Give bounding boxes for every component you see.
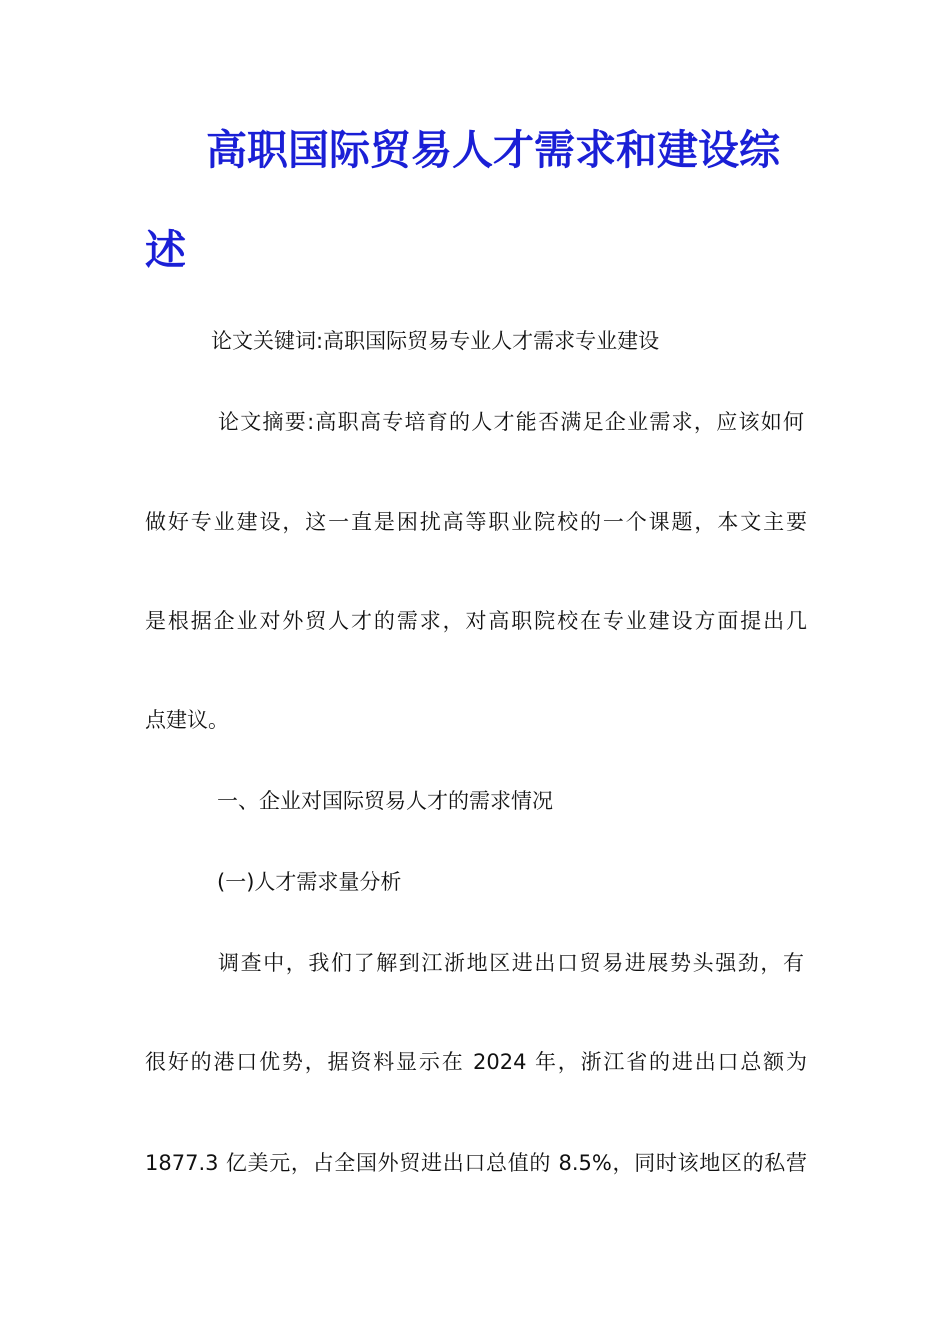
document-title-line-2: 述 bbox=[145, 226, 186, 274]
keywords-line: 论文关键词:高职国际贸易专业人才需求专业建设 bbox=[211, 329, 660, 353]
section-heading: 一、企业对国际贸易人才的需求情况 bbox=[217, 789, 553, 813]
abstract-line-4: 点建议。 bbox=[145, 708, 229, 732]
body-line-1: 调查中，我们了解到江浙地区进出口贸易进展势头强劲，有 bbox=[218, 951, 804, 975]
document-title-line-1: 高职国际贸易人才需求和建设综 bbox=[206, 126, 780, 174]
body-line-2: 很好的港口优势，据资料显示在 2024 年，浙江省的进出口总额为 bbox=[145, 1050, 807, 1074]
subsection-heading: (一)人才需求量分析 bbox=[217, 870, 402, 894]
body-line-3: 1877.3 亿美元，占全国外贸进出口总值的 8.5%，同时该地区的私营 bbox=[145, 1151, 807, 1175]
abstract-line-3: 是根据企业对外贸人才的需求，对高职院校在专业建设方面提出几 bbox=[145, 609, 807, 633]
abstract-line-2: 做好专业建设，这一直是困扰高等职业院校的一个课题，本文主要 bbox=[145, 510, 807, 534]
abstract-line-1: 论文摘要:高职高专培育的人才能否满足企业需求，应该如何 bbox=[218, 410, 804, 434]
